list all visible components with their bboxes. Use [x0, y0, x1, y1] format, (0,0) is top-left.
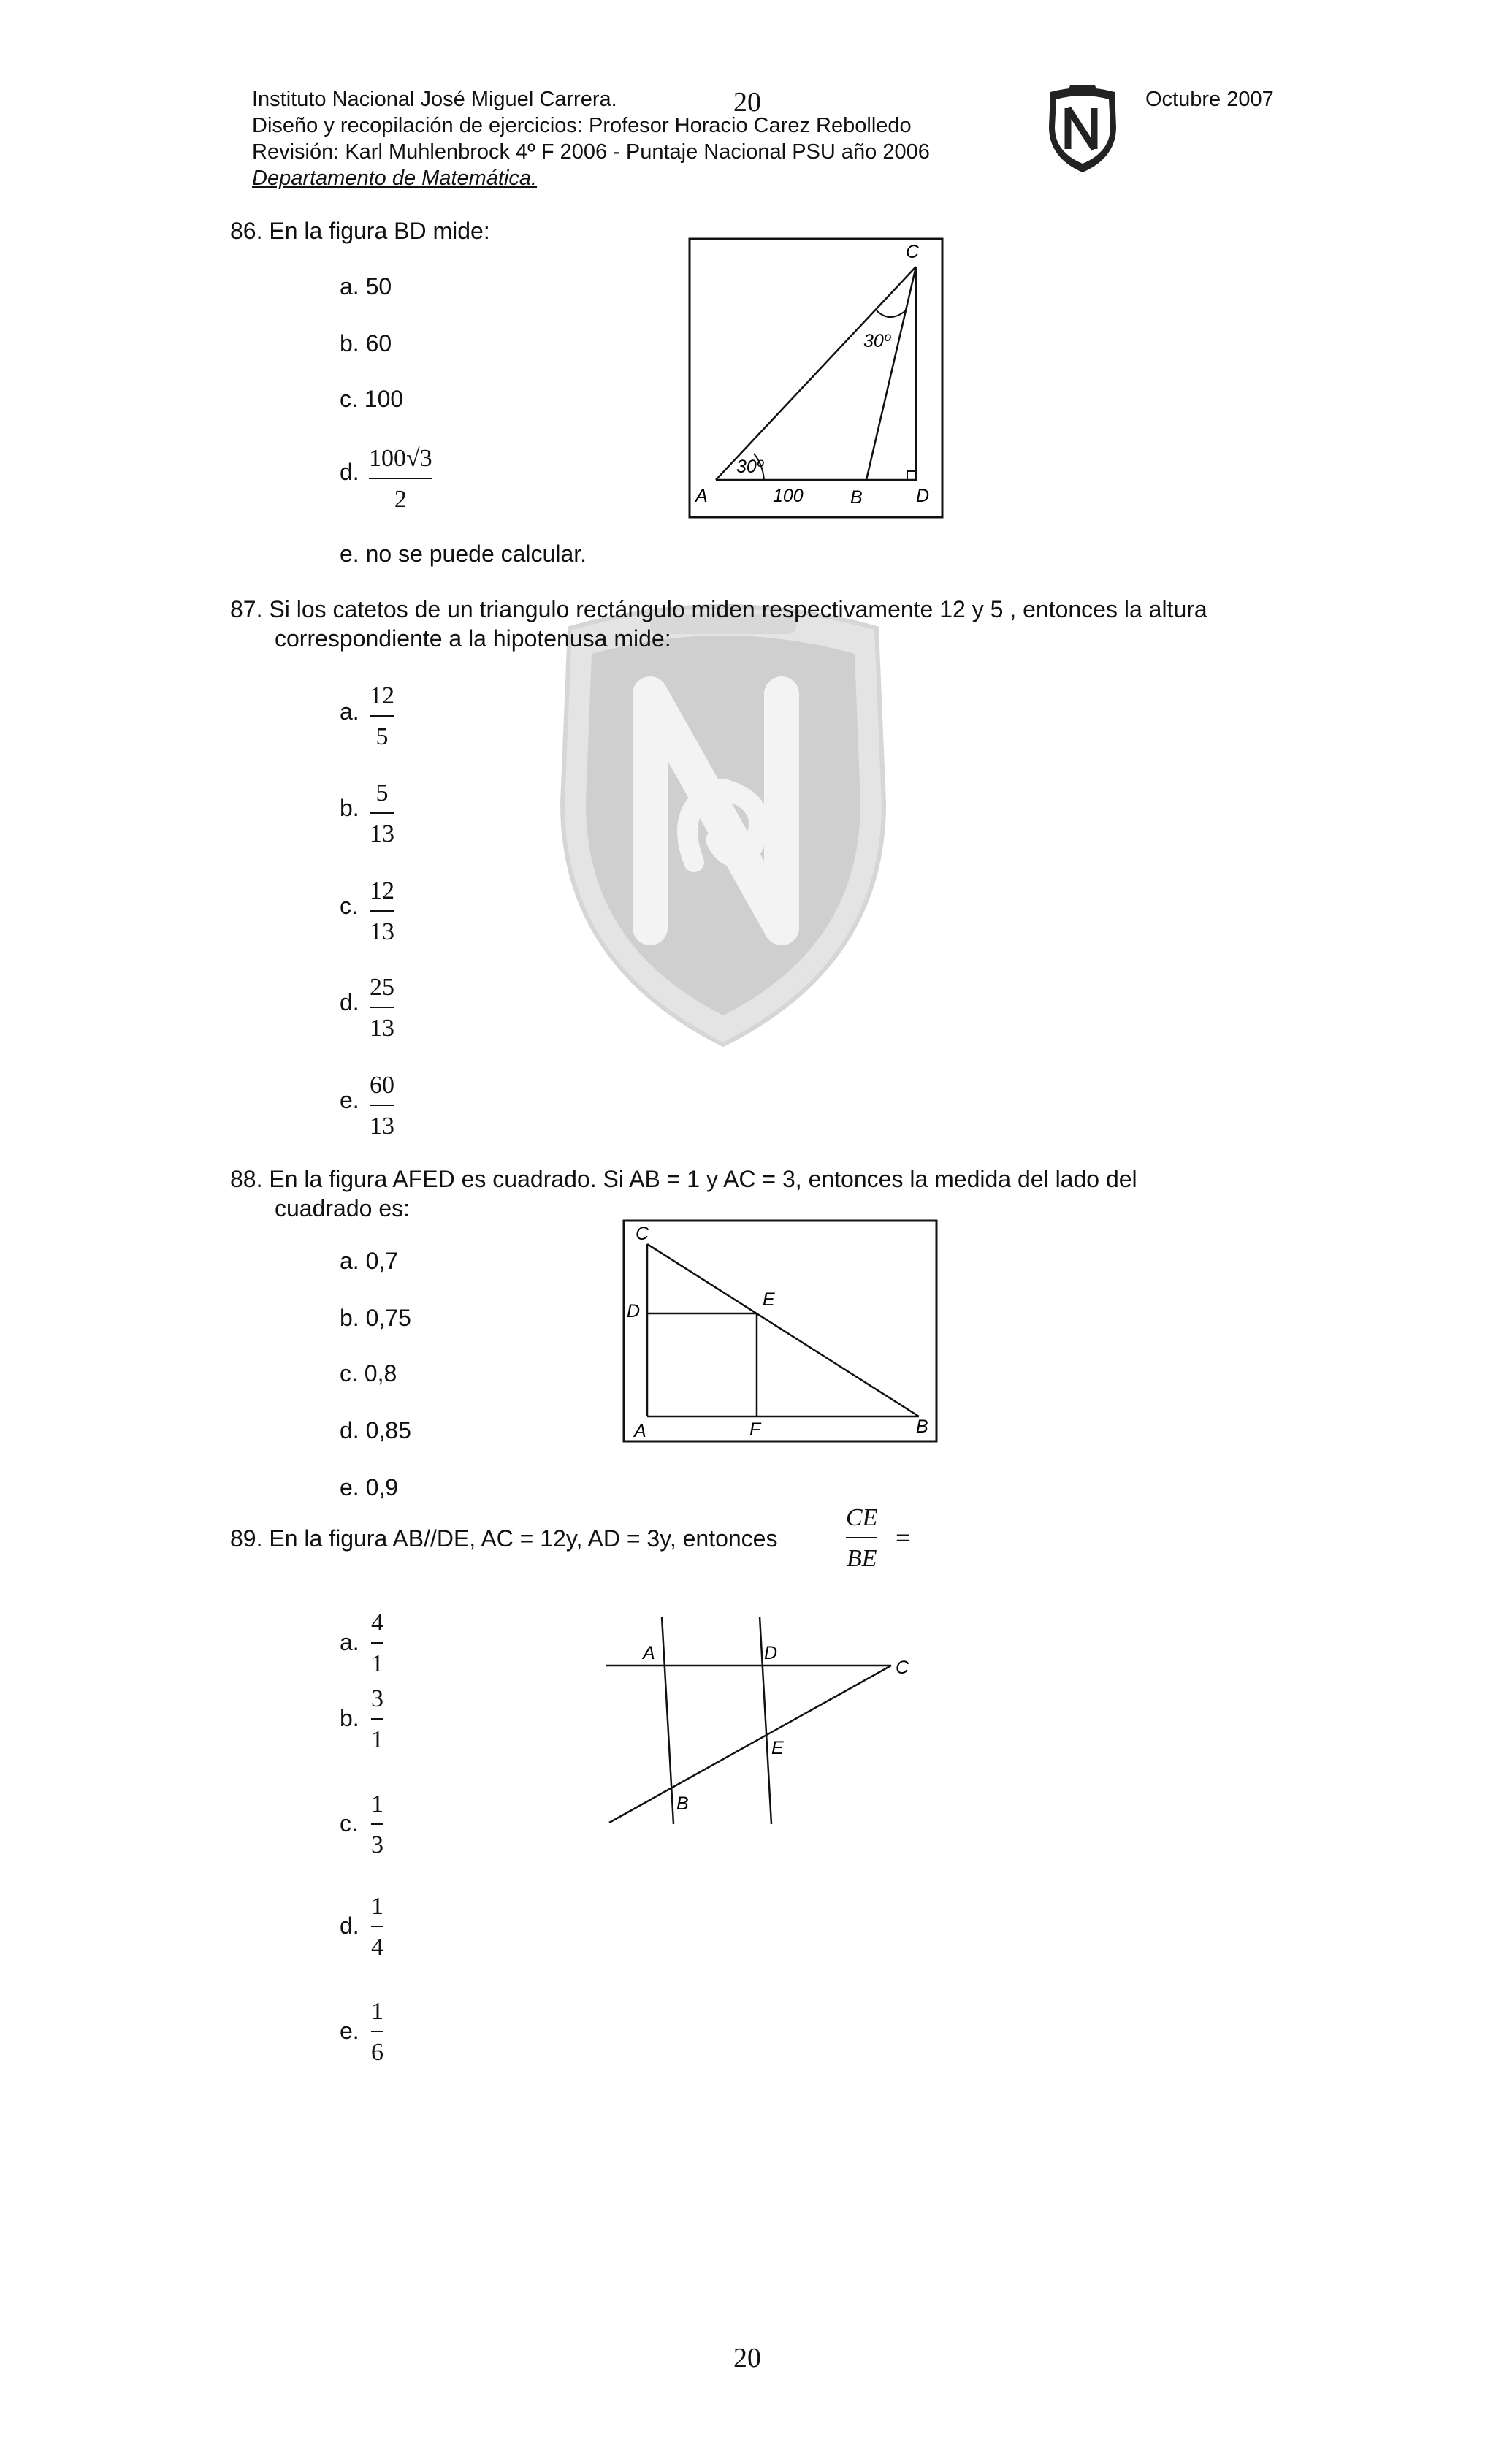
fraction-denominator: 6 [371, 2039, 383, 2066]
q89-option-a-fraction [371, 1609, 383, 1679]
fraction-denominator: 4 [371, 1934, 383, 1961]
footer-page-number: 20 [733, 2343, 761, 2373]
fraction-denominator: 1 [371, 1726, 383, 1753]
q86-option-d-label: d. [340, 459, 359, 485]
q89-option-c-label: c. [340, 1810, 358, 1836]
fig88-label-b: B [916, 1416, 928, 1437]
q89-option-d-label: d. [340, 1912, 359, 1939]
header-page-number: 20 [733, 87, 761, 118]
q89-option-d-fraction [371, 1892, 383, 1962]
fraction-numerator: 25 [370, 974, 394, 1001]
fraction-numerator: 4 [371, 1609, 383, 1636]
fraction-denominator: 13 [370, 820, 394, 847]
q89-ratio-ce-be [846, 1503, 877, 1574]
question-88-line2: cuadrado es: [275, 1195, 411, 1221]
q89-option-e-label: e. [340, 2018, 359, 2044]
q86-option-d-fraction [369, 444, 432, 514]
institute-shield-logo [1046, 82, 1119, 175]
q89-option-b-fraction [371, 1685, 383, 1755]
fig86-label-a: A [695, 486, 708, 506]
fig86-angle-c: 30º [863, 331, 890, 351]
fig89-label-b: B [676, 1793, 689, 1814]
header-department: Departamento de Matemática. [252, 167, 538, 190]
q87-option-a-label: a. [340, 698, 359, 725]
fraction-denominator: BE [846, 1545, 877, 1572]
fig86-label-c: C [906, 242, 920, 262]
fig88-label-a: A [634, 1421, 646, 1441]
fig89-label-a: A [643, 1643, 655, 1663]
figure-88-square-in-triangle [622, 1219, 938, 1443]
fig89-label-d: D [764, 1643, 778, 1663]
fig88-label-c: C [636, 1224, 649, 1244]
fraction-denominator: 13 [370, 1113, 394, 1140]
institute-shield-watermark [541, 584, 906, 1052]
figure-89-parallel-lines [599, 1611, 920, 1830]
question-87-line1: 87. Si los catetos de un triangulo rectángulo miden respectivamente 12 y 5 , entonces la altura [230, 596, 1207, 622]
q88-option-a: a. 0,7 [340, 1248, 399, 1274]
q89-option-c-fraction [371, 1790, 383, 1860]
header-date: Octubre 2007 [1145, 88, 1274, 111]
question-89-text: 89. En la figura AB//DE, AC = 12y, AD = 3y, entonces [230, 1525, 778, 1552]
fig88-label-d: D [627, 1301, 641, 1321]
q88-option-e: e. 0,9 [340, 1474, 399, 1500]
q86-option-c: c. 100 [340, 386, 404, 412]
q87-option-c-fraction [370, 877, 394, 947]
fraction-numerator: 12 [370, 877, 394, 904]
q88-option-d: d. 0,85 [340, 1417, 411, 1443]
header-review: Revisión: Karl Muhlenbrock 4º F 2006 - Puntaje Nacional PSU año 2006 [252, 140, 930, 164]
fraction-numerator: CE [846, 1504, 878, 1531]
fraction-denominator: 13 [370, 1015, 394, 1042]
q86-option-e: e. no se puede calcular. [340, 541, 587, 567]
question-86-text: 86. En la figura BD mide: [230, 218, 490, 244]
header-design: Diseño y recopilación de ejercicios: Profesor Horacio Carez Rebolledo [252, 114, 912, 137]
q86-option-b: b. 60 [340, 330, 392, 356]
fraction-denominator: 5 [375, 723, 389, 750]
fig86-label-d: D [916, 486, 930, 506]
fraction-denominator: 2 [394, 486, 407, 513]
fraction-denominator: 1 [371, 1650, 383, 1677]
fig88-label-e: E [763, 1289, 775, 1310]
question-87-line2: correspondiente a la hipotenusa mide: [275, 625, 671, 652]
q87-option-e-label: e. [340, 1087, 359, 1113]
fraction-numerator: 1 [371, 1893, 383, 1920]
q86-option-a: a. 50 [340, 273, 392, 300]
q87-option-d-fraction [370, 973, 394, 1043]
fraction-numerator: 5 [375, 779, 389, 806]
fig86-angle-a: 30º [736, 457, 763, 477]
fraction-numerator: 3 [371, 1685, 383, 1712]
question-88-line1: 88. En la figura AFED es cuadrado. Si AB = 1 y AC = 3, entonces la medida del lado del [230, 1166, 1137, 1192]
fraction-denominator: 3 [371, 1831, 383, 1858]
fraction-numerator: 1 [371, 1790, 383, 1818]
fraction-numerator: 100√3 [369, 445, 432, 472]
fig89-label-c: C [896, 1658, 909, 1678]
fig86-side-100: 100 [773, 486, 804, 506]
q87-option-b-label: b. [340, 795, 359, 821]
q88-option-c: c. 0,8 [340, 1360, 397, 1387]
q89-option-a-label: a. [340, 1629, 359, 1655]
q87-option-d-label: d. [340, 989, 359, 1015]
fig89-label-e: E [771, 1738, 784, 1758]
fig86-label-b: B [850, 487, 863, 508]
q87-option-b-fraction [370, 779, 394, 849]
q87-option-c-label: c. [340, 893, 358, 919]
header-institute: Instituto Nacional José Miguel Carrera. [252, 88, 617, 111]
fraction-numerator: 12 [370, 682, 394, 709]
fraction-numerator: 1 [371, 1998, 383, 2025]
q89-equals-sign: = [896, 1523, 911, 1552]
fig88-label-f: F [749, 1419, 761, 1440]
fraction-numerator: 60 [370, 1072, 394, 1099]
q89-option-b-label: b. [340, 1705, 359, 1731]
q88-option-b: b. 0,75 [340, 1305, 411, 1331]
figure-86-triangle [688, 237, 944, 519]
q87-option-a-fraction [370, 682, 394, 752]
q87-option-e-fraction [370, 1071, 394, 1141]
q89-option-e-fraction [371, 1997, 383, 2067]
fraction-denominator: 13 [370, 918, 394, 945]
